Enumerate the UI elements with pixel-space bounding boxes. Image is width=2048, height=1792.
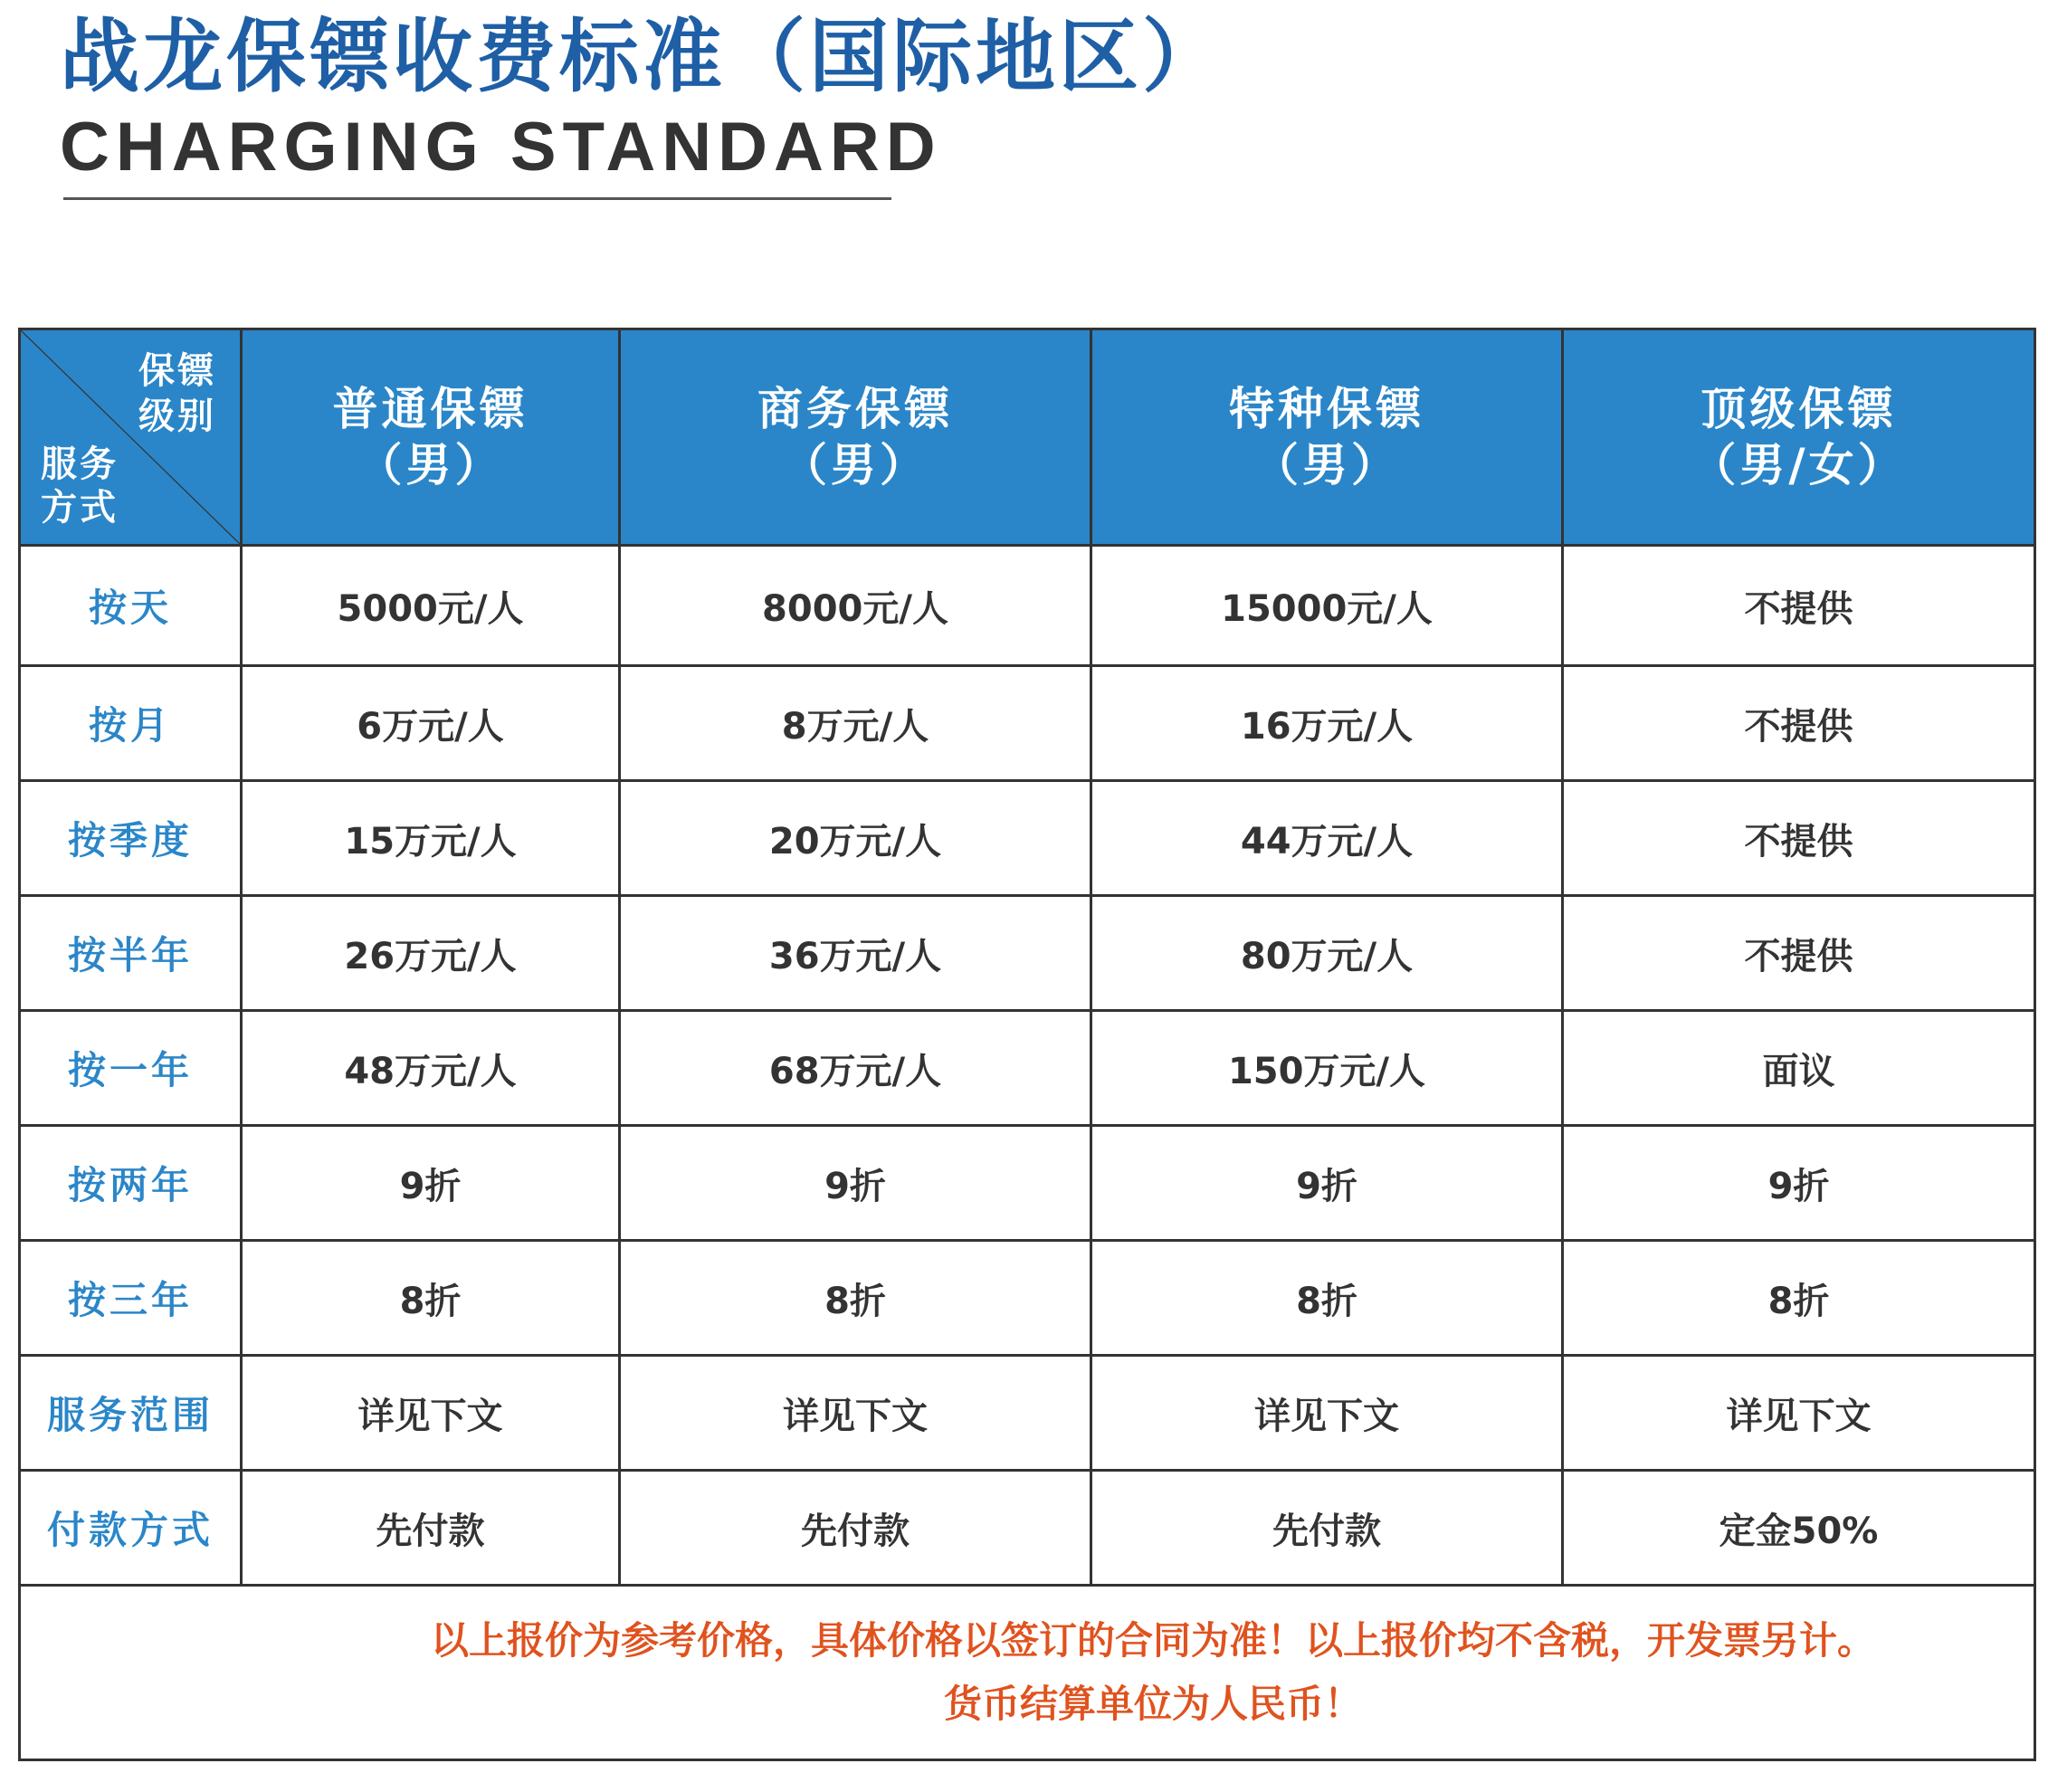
table-cell: 先付款 (242, 1471, 620, 1586)
corner-header-cell (20, 329, 242, 546)
table-cell: 48万元/人 (242, 1011, 620, 1126)
row-label: 按两年 (20, 1126, 242, 1241)
column-header-name: 商务保镖 (757, 383, 953, 435)
table-cell: 先付款 (620, 1471, 1091, 1586)
table-cell: 不提供 (1563, 546, 2035, 666)
table-cell: 6万元/人 (242, 666, 620, 781)
table-cell: 44万元/人 (1091, 781, 1563, 896)
table-cell: 9折 (620, 1126, 1091, 1241)
table-row (20, 1356, 2035, 1471)
row-label: 付款方式 (20, 1471, 242, 1586)
column-header-gender: （男） (1253, 439, 1400, 491)
table-cell: 15000元/人 (1091, 546, 1563, 666)
pricing-table (18, 328, 2036, 1761)
table-cell: 5000元/人 (242, 546, 620, 666)
row-label: 按天 (20, 546, 242, 666)
table-header-row (20, 329, 2035, 546)
corner-level-label (138, 348, 220, 439)
row-label: 按半年 (20, 896, 242, 1011)
note-line-1: 以上报价为参考价格，具体价格以签订的合同为准！以上报价均不含税，开发票另计。 (430, 1618, 1875, 1663)
column-header-gender: （男） (357, 439, 504, 491)
note-row (20, 1586, 2035, 1760)
table-cell: 不提供 (1563, 666, 2035, 781)
table-row (20, 1471, 2035, 1586)
table-cell: 80万元/人 (1091, 896, 1563, 1011)
table-cell: 详见下文 (1563, 1356, 2035, 1471)
table-cell: 详见下文 (1091, 1356, 1563, 1471)
table-cell: 详见下文 (620, 1356, 1091, 1471)
table-cell: 20万元/人 (620, 781, 1091, 896)
corner-level-line1: 保镖 (138, 350, 216, 392)
table-cell: 68万元/人 (620, 1011, 1091, 1126)
corner-service-line1: 服务 (41, 443, 119, 485)
table-cell: 不提供 (1563, 781, 2035, 896)
table-row (20, 1011, 2035, 1126)
table-cell: 36万元/人 (620, 896, 1091, 1011)
table-row (20, 1126, 2035, 1241)
corner-service-line2: 方式 (41, 487, 119, 529)
column-header-name: 顶级保镖 (1700, 383, 1897, 435)
column-header-gender: （男） (782, 439, 929, 491)
corner-level-line2: 级别 (138, 396, 216, 437)
table-cell: 9折 (1091, 1126, 1563, 1241)
column-header-regular (242, 329, 620, 546)
table-cell: 9折 (242, 1126, 620, 1241)
table-cell: 26万元/人 (242, 896, 620, 1011)
corner-service-label (41, 443, 122, 529)
page-title: 战龙保镖收费标准（国际地区） (60, 10, 1226, 103)
title-divider (63, 197, 891, 200)
column-header-business (620, 329, 1091, 546)
table-cell: 16万元/人 (1091, 666, 1563, 781)
table-cell: 先付款 (1091, 1471, 1563, 1586)
row-label: 按月 (20, 666, 242, 781)
table-cell: 面议 (1563, 1011, 2035, 1126)
column-header-name: 特种保镖 (1229, 383, 1424, 435)
price-note (20, 1586, 2035, 1760)
table-cell: 9折 (1563, 1126, 2035, 1241)
table-cell: 8折 (1091, 1241, 1563, 1356)
table-cell: 8折 (620, 1241, 1091, 1356)
table-cell: 8000元/人 (620, 546, 1091, 666)
row-label: 服务范围 (20, 1356, 242, 1471)
table-cell: 8折 (1563, 1241, 2035, 1356)
table-cell: 定金50% (1563, 1471, 2035, 1586)
column-header-top (1563, 329, 2035, 546)
column-header-gender: （男/女） (1691, 439, 1907, 491)
row-label: 按一年 (20, 1011, 242, 1126)
table-row (20, 546, 2035, 666)
row-label: 按季度 (20, 781, 242, 896)
column-header-name: 普通保镖 (332, 383, 529, 435)
table-cell: 详见下文 (242, 1356, 620, 1471)
table-row (20, 781, 2035, 896)
note-line-2: 货币结算单位为人民币！ (943, 1682, 1362, 1726)
table-cell: 15万元/人 (242, 781, 620, 896)
table-cell: 不提供 (1563, 896, 2035, 1011)
column-header-special (1091, 329, 1563, 546)
page-subtitle: CHARGING STANDARD (60, 109, 942, 186)
table-cell: 8折 (242, 1241, 620, 1356)
table-cell: 150万元/人 (1091, 1011, 1563, 1126)
table-cell: 8万元/人 (620, 666, 1091, 781)
row-label: 按三年 (20, 1241, 242, 1356)
table-row (20, 666, 2035, 781)
table-row (20, 896, 2035, 1011)
table-row (20, 1241, 2035, 1356)
